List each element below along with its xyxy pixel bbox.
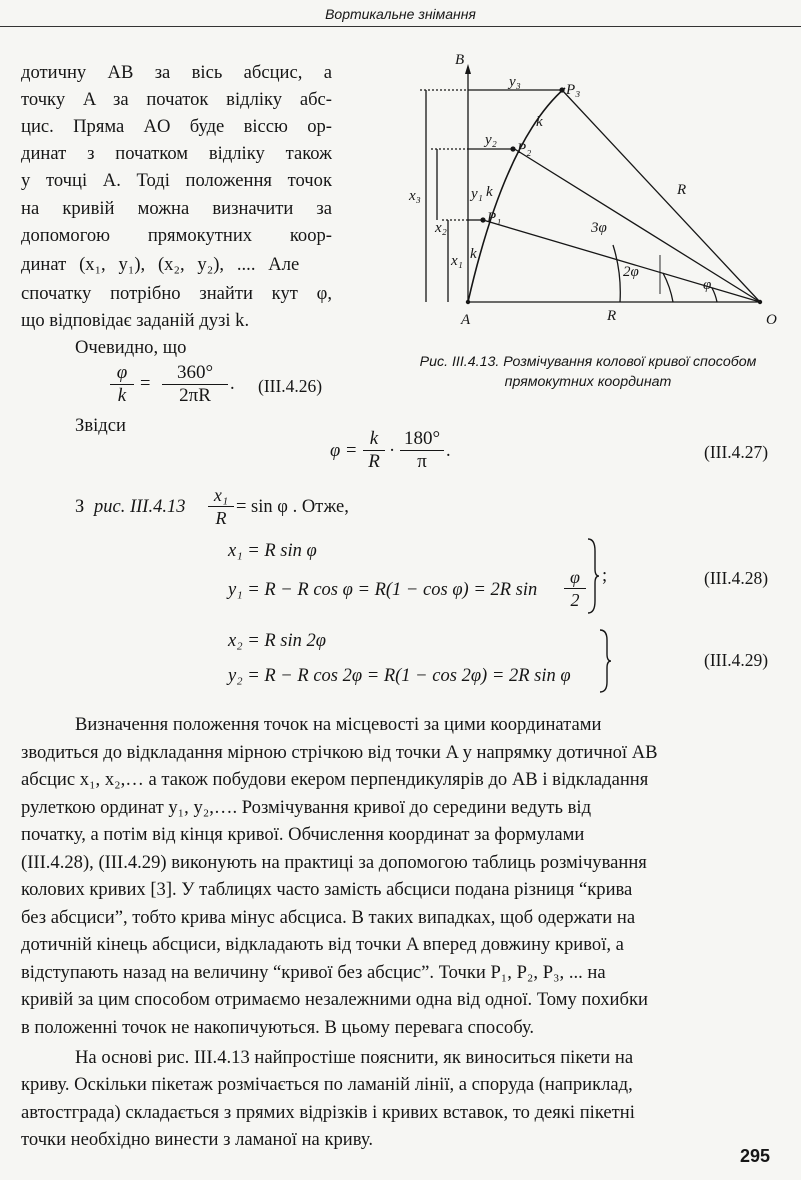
text-line: на кривій можна визначити за [21,198,332,219]
equation-number: (III.4.27) [704,442,769,462]
label-point-B: B [455,52,465,68]
label-point-P1: P₁ [487,210,502,226]
text-line: що відповідає заданій дузі k. [21,310,250,331]
text-line: Визначення положення точок на місцевості за цими координатами [75,714,602,735]
text-line: рулеткою ординат y₁, y₂,…. Розмічування кривої до середини ведуть від [21,797,592,818]
right-brace [598,628,612,694]
label-y2: y₂ [485,132,497,148]
running-header: Вортикальне знімання [0,0,801,27]
frac-numerator: x₁ [208,484,234,507]
label-arc-k: k [536,114,543,130]
equation-number: (III.4.26) [258,376,323,396]
frac-numerator: k [363,428,385,451]
text-line: дотичну AB за вісь абсцис, а [21,62,332,83]
figure-caption: Рис. III.4.13. Розмічування колової кривої способом прямокутних координат [419,354,757,390]
curve-staking-diagram [395,40,795,340]
text-line: зводиться до відкладання мірною стрічкою від точки A у напрямку дотичної AB [21,742,658,763]
text-line: початку, а потім від кінця кривої. Обчислення координат за формулами [21,824,585,845]
text-line: без абсциси”, тобто крива мінус абсциса. В таких випадках, щоб одержати на [21,907,636,928]
frac-denominator: k [117,385,127,406]
label-angle-3phi: 3φ [591,220,607,236]
label-arc-k: k [486,184,493,200]
label-x2: x₂ [435,220,447,236]
frac-numerator: 360° [162,362,228,385]
text-line: криву. Оскільки пікетаж розмічається по ламаній лінії, а споруда (наприклад, [21,1074,633,1095]
frac-denominator: R [368,451,380,472]
label-x3: x₁ [451,253,463,269]
text-line: точку A за початок відліку абс- [21,89,332,110]
text-line: допомогою прямокутних коор- [21,225,332,246]
text-line: автостграда) складається з прямих відрізків і кривих вставок, то деякі пікетні [21,1102,635,1123]
text-line: спочатку потрібно знайти кут φ, [21,283,332,304]
label-point-P2: P₂ [517,141,532,157]
text-line: дотичній кінець абсциси, відкладають від точки A вперед довжину кривої, а [21,934,624,955]
text-line: абсцис x₁, x₂,… а також побудови екером перпендикулярів до AB і відкладання [21,769,649,790]
frac-numerator: 180° [400,428,444,451]
text-line: кривій за цим способом отримаємо незалежними одна від одної. Тому похибки [21,989,648,1010]
text-line: Очевидно, що [75,337,187,358]
equation-number: (III.4.28) [704,568,769,588]
text-line: точки необхідно винести з ламаної на криву. [21,1129,373,1150]
text-line: у точці A. Тоді положення точок [21,170,332,191]
label-x1: x₃ [409,188,421,204]
label-angle-2phi: 2φ [623,264,639,280]
text-line: в положенні точок не накопичуються. В цьому перевага способу. [21,1017,535,1038]
frac-denominator: R [215,508,227,528]
text-line: динат (x₁, y₁), (x₂, y₂), .... Але [21,254,300,275]
frac-denominator: 2πR [179,385,211,406]
text-line: цис. Пряма AO буде віссю ор- [21,116,332,137]
label-point-A: A [461,312,471,328]
label-angle-phi: φ [703,277,712,293]
label-point-O: O [766,312,777,328]
frac-denominator: 2 [570,590,580,610]
equation-number: (III.4.29) [704,650,769,670]
text-line: Звідси [75,415,126,436]
label-radius-R: R [677,182,687,198]
label-radius-R: R [607,308,617,324]
text-line: (III.4.28), (III.4.29) виконують на практиці за допомогою таблиць розмічування [21,852,647,873]
label-y1: y₁ [471,186,483,202]
label-arc-k: k [470,246,477,262]
frac-denominator: π [417,451,427,472]
page-number: 295 [740,1146,771,1166]
text-line: колових кривих [3]. У таблицях часто замість абсциси подана різниця “крива [21,879,633,900]
label-y3: y₃ [509,74,521,90]
frac-numerator: φ [110,362,134,385]
text-line: На основі рис. III.4.13 найпростіше пояснити, як виноситься пікети на [75,1047,634,1068]
text-line: відступають назад на величину “кривої без абсцис”. Точки P₁, P₂, P₃, ... на [21,962,606,983]
frac-numerator: φ [564,566,586,589]
label-point-P3: P₃ [566,82,581,98]
text-line: динат з початком відліку також [21,143,332,164]
right-brace [586,537,600,615]
